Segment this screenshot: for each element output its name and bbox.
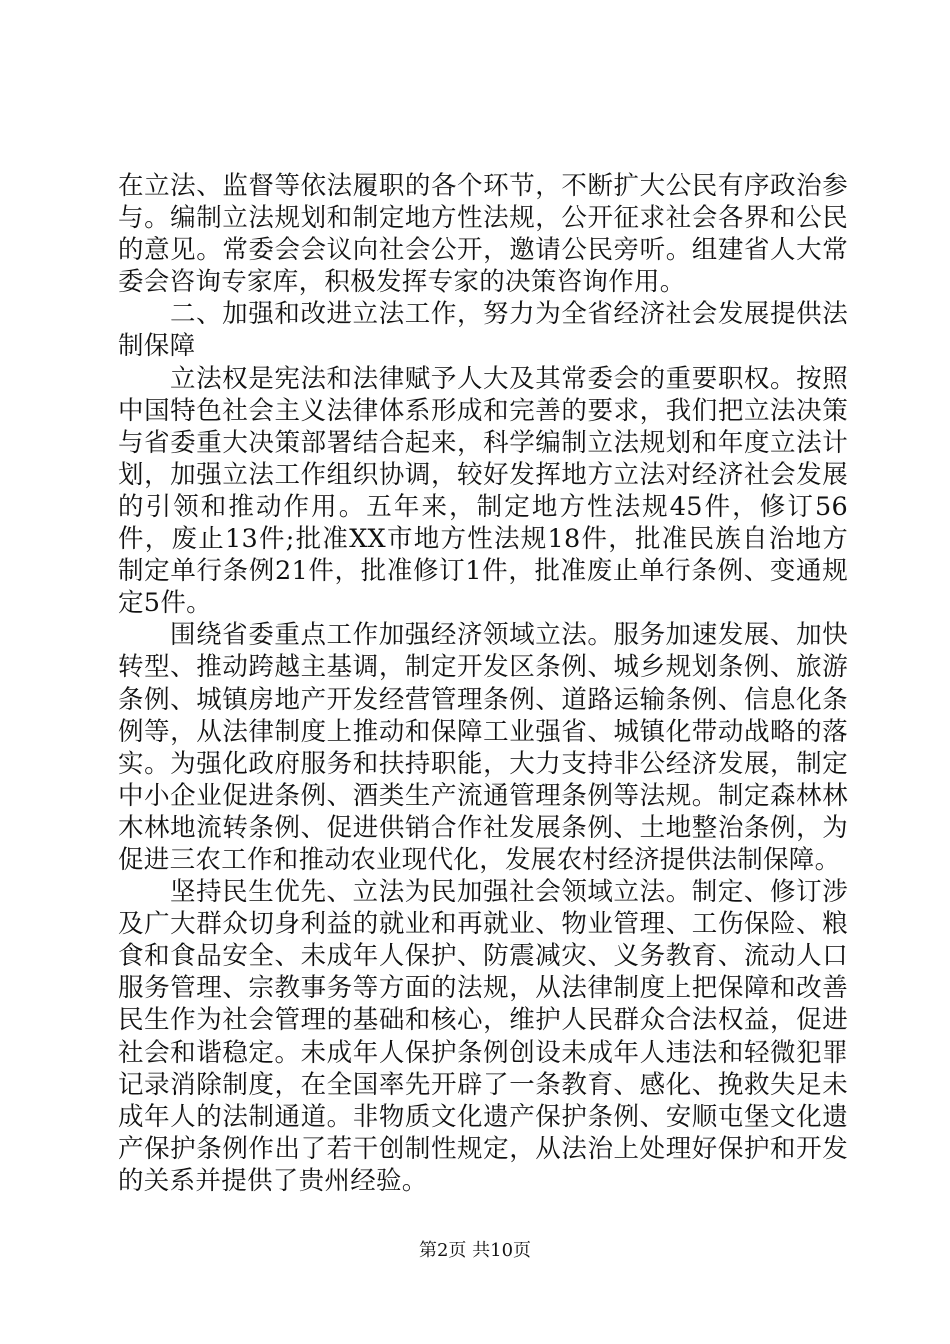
paragraph-legislative-power: 立法权是宪法和法律赋予人大及其常委会的重要职权。按照中国特色社会主义法律体系形成和完善的要求，我们把立法决策与省委重大决策部署结合起来，科学编制立法规划和年度立法计划，加强立法工作组织协调，较好发挥地方立法对经济社会发展的引领和推动作用。五年来，制定地方性法规45件，修订56件，废止13件;批准XX市地方性法规18件，批准民族自治地方制定单行条例21件，批准修订1件，批准废止单行条例、变通规定5件。 <box>118 363 848 619</box>
paragraph-continuation: 在立法、监督等依法履职的各个环节，不断扩大公民有序政治参与。编制立法规划和制定地方性法规，公开征求社会各界和公民的意见。常委会会议向社会公开，邀请公民旁听。组建省人大常委会咨询专家库，积极发挥专家的决策咨询作用。 <box>118 171 848 298</box>
page-number-footer: 第2页 共10页 <box>418 1240 532 1261</box>
paragraph-social-legislation: 坚持民生优先、立法为民加强社会领域立法。制定、修订涉及广大群众切身利益的就业和再就业、物业管理、工伤保险、粮食和食品安全、未成年人保护、防震减灾、义务教育、流动人口服务管理、宗教事务等方面的法规，从法律制度上把保障和改善民生作为社会管理的基础和核心，维护人民群众合法权益，促进社会和谐稳定。未成年人保护条例创设未成年人违法和轻微犯罪记录消除制度，在全国率先开辟了一条教育、感化、挽救失足未成年人的法制通道。非物质文化遗产保护条例、安顺屯堡文化遗产保护条例作出了若干创制性规定，从法治上处理好保护和开发的关系并提供了贵州经验。 <box>118 877 848 1196</box>
paragraph-economic-legislation: 围绕省委重点工作加强经济领域立法。服务加速发展、加快转型、推动跨越主基调，制定开发区条例、城乡规划条例、旅游条例、城镇房地产开发经营管理条例、道路运输条例、信息化条例等，从法律制度上推动和保障工业强省、城镇化带动战略的落实。为强化政府服务和扶持职能，大力支持非公经济发展，制定中小企业促进条例、酒类生产流通管理条例等法规。制定森林林木林地流转条例、促进供销合作社发展条例、土地整治条例，为促进三农工作和推动农业现代化，发展农村经济提供法制保障。 <box>118 620 848 875</box>
document-body <box>118 170 848 1197</box>
section-heading: 二、加强和改进立法工作，努力为全省经济社会发展提供法制保障 <box>118 299 848 362</box>
